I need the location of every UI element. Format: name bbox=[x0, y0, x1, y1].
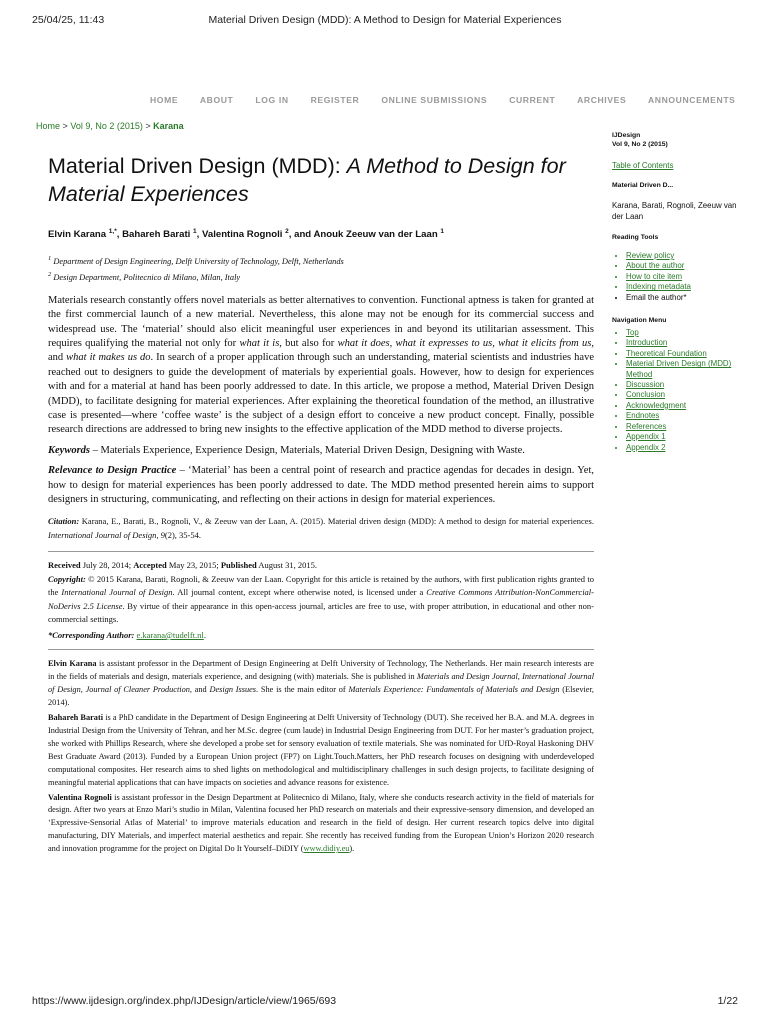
nav-menu-top[interactable]: • Top bbox=[626, 328, 742, 338]
bio-text: is assistant professor in the Department of Design Engineering at Delft University of Technology, The Netherlands. Her main research interests are in the fields of materials and design, materials experience, and designing (with) materials. She is published in bbox=[48, 659, 594, 682]
author-mark: 1 bbox=[193, 228, 197, 235]
author-name: Bahareh Barati bbox=[122, 229, 191, 241]
author-mark: 2 bbox=[285, 228, 289, 235]
breadcrumb-separator: > bbox=[62, 121, 68, 131]
corresponding-author-label: *Corresponding Author: bbox=[48, 629, 135, 640]
sidebar-authors: Karana, Barati, Rognoli, Zeeuw van der Laan bbox=[612, 201, 737, 221]
corresponding-author-email[interactable]: e.karana@tudelft.nl bbox=[136, 629, 204, 640]
relevance-label: Relevance to Design Practice bbox=[48, 465, 177, 477]
affiliations bbox=[48, 252, 594, 284]
copyright-text: . By virtue of their appearance in this open-access journal, articles are free to use, with proper attribution, in educational and other non-commercial settings. bbox=[48, 600, 595, 625]
reading-tool-about-author[interactable]: • About the author bbox=[626, 261, 742, 271]
published-label: Published bbox=[220, 560, 257, 571]
bio-rognoli bbox=[48, 792, 594, 857]
bio-text: , bbox=[517, 672, 523, 682]
affiliation-text: Department of Design Engineering, Delft University of Technology, Delft, Netherlands bbox=[53, 256, 344, 266]
bio-text: is a PhD candidate in the Department of Design Engineering at Delft University of Technology (DUT). She received her B.A. and M.A. degrees in Industrial Design from the University of Tehran, and her M.Sc. degree (cum laude) in Industrial Design Engineering from DUT. For her master’s graduation project, she worked with Phillips Research, where she developed a probe set for sensory evaluation of textile materials. She was nominated for UfD-Royal Haskoning DHV Best Graduate Award (2013). Funded by a European Union project (FP7) on Light.Touch.Matters, her PhD research focuses on designing with underdeveloped computational composites. Her research aims to shed lights on methodological and multidisciplinary challenges in such design projects, to facilitate designing of meaningful material applications that can have impacts on societies and advance reasons for existence. bbox=[48, 713, 594, 787]
nav-menu-references[interactable]: • References bbox=[626, 422, 742, 432]
reading-tools-title: Reading Tools bbox=[612, 234, 659, 241]
published-date: August 31, 2015. bbox=[256, 560, 317, 571]
abstract-text: , and bbox=[48, 338, 594, 364]
keywords-text: – Materials Experience, Experience Design, Materials, Material Driven Design, Designing with Waste. bbox=[90, 444, 525, 456]
author-name: Valentina Rognoli bbox=[201, 229, 283, 241]
bio-barati bbox=[48, 712, 594, 789]
affiliation-mark: 1 bbox=[48, 255, 52, 263]
breadcrumb-separator: > bbox=[145, 121, 151, 131]
copyright-emphasis: International Journal of Design bbox=[61, 587, 173, 598]
print-datetime: 25/04/25, 11:43 bbox=[32, 14, 105, 26]
keywords bbox=[48, 444, 594, 458]
accepted-label: Accepted bbox=[133, 560, 167, 571]
corresponding-author-end: . bbox=[203, 629, 206, 640]
print-doc-title: Material Driven Design (MDD): A Method to Design for Material Experiences bbox=[208, 14, 562, 26]
citation-journal: International Journal of Design, 9 bbox=[48, 529, 165, 540]
bio-name: Valentina Rognoli bbox=[48, 792, 112, 802]
nav-menu-appendix-1[interactable]: • Appendix 1 bbox=[626, 432, 742, 442]
sidebar-journal: IJDesign bbox=[612, 132, 641, 139]
nav-menu-theoretical-foundation[interactable]: • Theoretical Foundation bbox=[626, 349, 742, 359]
nav-current[interactable]: CURRENT bbox=[509, 95, 556, 105]
nav-menu-appendix-2[interactable]: • Appendix 2 bbox=[626, 443, 742, 453]
article-title-sub: A Method to Design for Material Experiences bbox=[48, 154, 566, 206]
abstract-text: Materials research constantly offers novel materials as better alternatives to convention. Functional aptness is taken for granted at the first commercial launch of a new material. Nevertheless, this alone may not be enough for its commercial success and widespread use. The ‘material’ should also elicit meaningful user experiences in and beyond its utilitarian assessment. This requires qualifying the material not only for bbox=[48, 294, 594, 349]
nav-about[interactable]: ABOUT bbox=[199, 95, 234, 105]
table-of-contents-link[interactable]: Table of Contents bbox=[612, 161, 674, 170]
article-title bbox=[48, 152, 594, 208]
author-list: Elvin Karana $^{1,*}$, Bahareh Barati $^1$, Valentina Rognoli $^2$, and Anouk Zeeuw van der Laan $^1$ bbox=[48, 228, 444, 241]
top-navigation bbox=[150, 95, 755, 105]
author-mark: 1,* bbox=[108, 228, 117, 235]
reading-tool-email-author[interactable]: • Email the author* bbox=[626, 293, 742, 303]
bio-text: ). bbox=[349, 844, 355, 854]
print-url: https://www.ijdesign.org/index.php/IJDesign/article/view/1965/693 bbox=[32, 995, 337, 1007]
citation-label: Citation: bbox=[48, 516, 80, 527]
author-mark: 1 bbox=[440, 228, 444, 235]
bio-text: , bbox=[80, 685, 86, 695]
affiliation bbox=[48, 268, 594, 284]
abstract-emphasis: what it makes us do bbox=[66, 352, 151, 364]
relevance-to-design-practice bbox=[48, 464, 594, 507]
author-name: Elvin Karana bbox=[48, 229, 107, 241]
author-name: Anouk Zeeuw van der Laan bbox=[313, 229, 438, 241]
received-date: July 28, 2014; bbox=[80, 560, 134, 571]
breadcrumb-home[interactable]: Home bbox=[36, 121, 61, 131]
nav-menu-endnotes[interactable]: • Endnotes bbox=[626, 411, 742, 421]
article-title-main: Material Driven Design (MDD): bbox=[48, 154, 347, 178]
abstract bbox=[48, 294, 594, 438]
bio-text: (Elsevier, 2014). bbox=[48, 685, 594, 708]
breadcrumb-issue[interactable]: Vol 9, No 2 (2015) bbox=[70, 121, 143, 131]
print-footer bbox=[32, 995, 738, 1007]
didiy-link[interactable]: www.didiy.eu bbox=[303, 844, 350, 854]
breadcrumb-current[interactable]: Karana bbox=[153, 121, 184, 131]
copyright-text: © 2015 Karana, Barati, Rognoli, & Zeeuw van der Laan. Copyright for this article is retained by the authors, with first publication rights granted to the bbox=[48, 573, 594, 598]
corresponding-author bbox=[48, 629, 594, 643]
citation-text: Karana, E., Barati, B., Rognoli, V., & Zeeuw van der Laan, A. (2015). Material driven design (MDD): A method to design for material experiences. bbox=[79, 516, 594, 527]
bio-book: Materials Experience: Fundamentals of Materials and Design bbox=[348, 685, 560, 695]
affiliation-text: Design Department, Politecnico di Milano, Milan, Italy bbox=[53, 272, 241, 282]
received-label: Received bbox=[48, 560, 81, 571]
citation-text: (2), 35-54. bbox=[164, 529, 201, 540]
nav-menu-conclusion[interactable]: • Conclusion bbox=[626, 390, 742, 400]
citation bbox=[48, 515, 594, 542]
sidebar bbox=[612, 132, 742, 453]
copyright-license: Creative Commons Attribution-NonCommercial-NoDerivs 2.5 License bbox=[48, 587, 594, 611]
sidebar-issue: Vol 9, No 2 (2015) bbox=[612, 141, 668, 148]
sidebar-article-title: Material Driven D... bbox=[612, 182, 674, 189]
abstract-emphasis: what it does, what it expresses to us, what it elicits from us bbox=[337, 338, 592, 349]
copyright-text: . All journal content, except where otherwise noted, is licensed under a bbox=[172, 587, 427, 598]
bio-journal: Design Issues bbox=[209, 685, 257, 695]
bio-text: . She is the main editor of bbox=[256, 685, 349, 695]
abstract-text: , but also for bbox=[279, 338, 338, 349]
bio-name: Elvin Karana bbox=[48, 659, 97, 669]
nav-home[interactable]: HOME bbox=[150, 95, 179, 105]
reading-tools-list bbox=[612, 251, 742, 303]
relevance-text: – ‘Material’ has been a central point of research and practice agendas for decades in design. Yet, how to design for material experiences has been poorly addressed to date. The MDD method presented herein aims to support designers in structuring, communicating, and reflecting on their actions in design for material experiences. bbox=[48, 465, 595, 506]
nav-register[interactable]: REGISTER bbox=[310, 95, 360, 105]
nav-announcements[interactable]: ANNOUNCEMENTS bbox=[647, 95, 736, 105]
navigation-menu-title: Navigation Menu bbox=[612, 317, 667, 325]
reading-tool-indexing-metadata[interactable]: • Indexing metadata bbox=[626, 282, 742, 292]
reading-tool-review-policy[interactable]: • Review policy bbox=[626, 251, 742, 261]
copyright-label: Copyright: bbox=[48, 573, 86, 584]
copyright bbox=[48, 573, 594, 627]
bio-name: Bahareh Barati bbox=[48, 713, 104, 723]
publication-dates bbox=[48, 559, 594, 573]
navigation-menu-list bbox=[612, 328, 742, 453]
keywords-label: Keywords bbox=[48, 444, 90, 456]
abstract-text: . In search of a proper application through such an understanding, material scientists and industries have reached out to designers to guide the development of materials by experiential goals. However, how to design for experiences with and for a material at hand has been poorly addressed to date. In this article, we propose a method, Material Driven Design (MDD), to facilitate designing for material experiences. After explaining the theoretical foundation of the method, an illustrative case is presented—where ‘coffee waste’ is the subject of a design effort to conceive a new product concept. Finally, possible research directions are addressed to bring new insights to the effective application of the MDD method to diverse projects. bbox=[48, 352, 594, 436]
bio-karana bbox=[48, 658, 594, 710]
bio-text: is assistant professor in the Design Department at Politecnico di Milano, Italy, where she conducts research activity in the field of materials for design. After two years at Enzo Mari’s studio in Milan, Valentina focused her PhD research on materials and their expressive-sensory dimension, and developed an ‘Expressive-Sensorial Atlas of Material’ to improve materials education and research in the field of design. Her current research topics delve into digital manufacturing, DIY Materials, and imperfect material aesthetics and repair. She recently has received funding from the European Union’s Horizon 2020 research and innovation programme for the project on Digital Do It Yourself–DiDIY ( bbox=[48, 792, 594, 854]
bio-journal: Materials and Design Journal bbox=[416, 672, 518, 682]
nav-archives[interactable]: ARCHIVES bbox=[577, 95, 627, 105]
nav-menu-acknowledgment[interactable]: • Acknowledgment bbox=[626, 401, 742, 411]
reading-tool-how-to-cite[interactable]: • How to cite item bbox=[626, 272, 742, 282]
nav-menu-discussion[interactable]: • Discussion bbox=[626, 380, 742, 390]
nav-menu-mdd-method[interactable]: • Material Driven Design (MDD) Method bbox=[626, 359, 742, 380]
breadcrumb bbox=[36, 121, 184, 131]
bio-journal: International Journal of Design bbox=[48, 672, 594, 695]
accepted-date: May 23, 2015; bbox=[166, 560, 221, 571]
nav-menu-introduction[interactable]: • Introduction bbox=[626, 338, 742, 348]
nav-online-submissions[interactable]: ONLINE SUBMISSIONS bbox=[381, 95, 488, 105]
divider bbox=[48, 649, 594, 650]
nav-log-in[interactable]: LOG IN bbox=[255, 95, 289, 105]
affiliation-mark: 2 bbox=[48, 270, 52, 278]
divider bbox=[48, 551, 594, 552]
abstract-emphasis: what it is bbox=[239, 338, 280, 349]
article-main bbox=[48, 152, 594, 856]
affiliation bbox=[48, 252, 594, 268]
bio-journal: Journal of Cleaner Production bbox=[85, 685, 190, 695]
bio-text: , and bbox=[189, 685, 210, 695]
print-page-number: 1/22 bbox=[717, 995, 738, 1007]
